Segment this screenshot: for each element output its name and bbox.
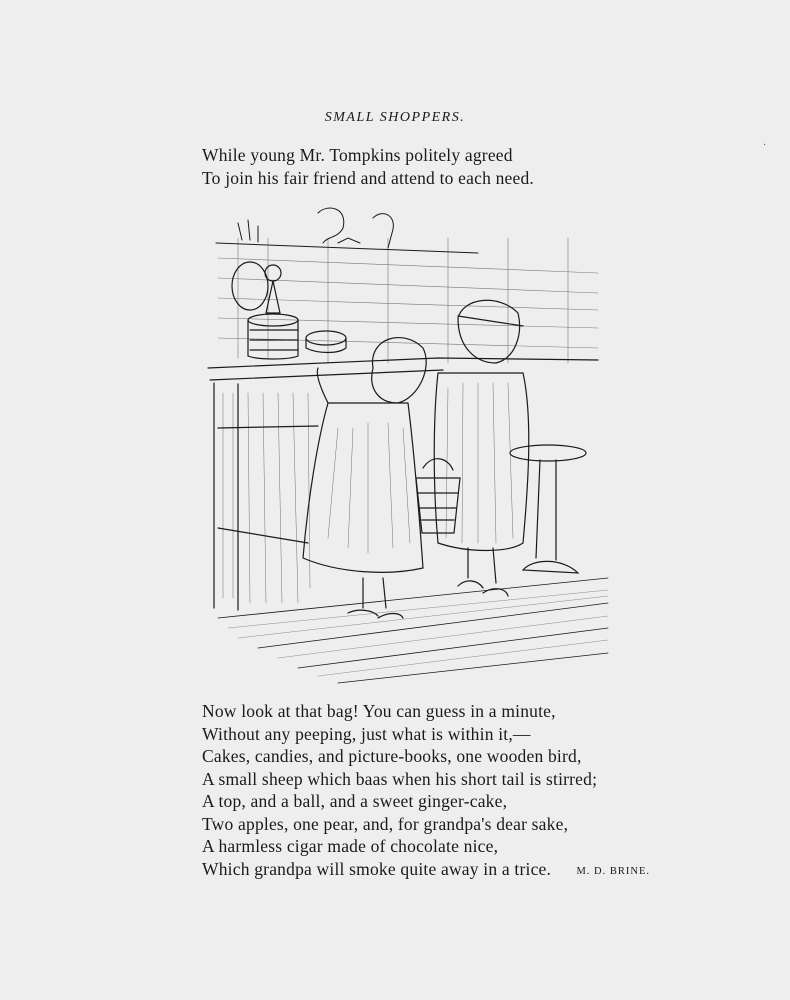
poem-line: A small sheep which baas when his short tail is stirred; (202, 768, 598, 789)
basket (416, 459, 460, 533)
poem-line: Cakes, candies, and picture-books, one wooden bird, (202, 746, 582, 766)
girl-figure (303, 338, 426, 618)
paper-speck-mark: · (763, 140, 767, 151)
shop-illustration (178, 198, 618, 693)
poem-line: A harmless cigar made of chocolate nice, (202, 836, 499, 856)
poem-line: Two apples, one pear, and, for grandpa's dear sake, (202, 813, 569, 834)
wall-hatching (218, 238, 598, 363)
poem-line: To join his fair friend and attend to each need. (202, 167, 535, 188)
poem-line: Which grandpa will smoke quite away in a trice. (202, 858, 552, 879)
poem-line: Now look at that bag! You can guess in a minute, (202, 701, 556, 721)
stool (510, 445, 586, 573)
author-credit: M. D. BRINE. (576, 866, 650, 877)
poem-line: Without any peeping, just what is within it,— (202, 723, 531, 744)
floor-boards (218, 578, 608, 683)
poem-line: While young Mr. Tompkins politely agreed (202, 145, 513, 165)
stanza-1 (202, 144, 534, 189)
stanza-2 (202, 700, 597, 880)
doll-box (232, 262, 346, 359)
boy-figure (434, 300, 529, 596)
poem-line: A top, and a ball, and a sweet ginger-cake, (202, 791, 508, 811)
upper-shelf (216, 208, 478, 253)
poem-title: SMALL SHOPPERS. (324, 110, 466, 125)
